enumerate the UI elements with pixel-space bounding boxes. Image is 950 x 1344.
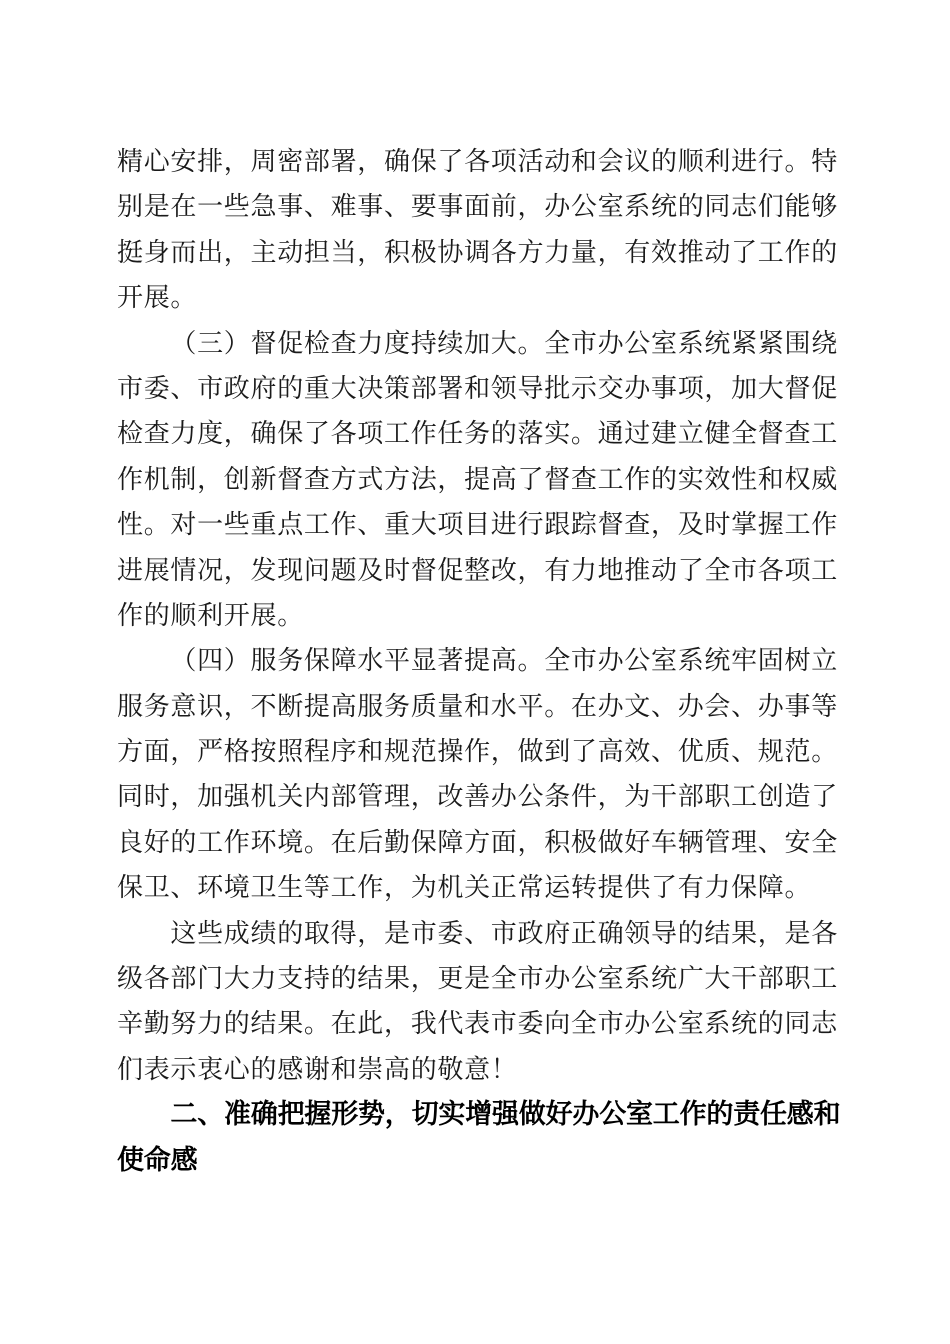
text-line: 同时，加强机关内部管理，改善办公条件，为干部职工创造了 [117, 782, 838, 812]
text-line: 二、准确把握形势，切实增强做好办公室工作的责任感和 [170, 1099, 841, 1130]
text-line: 市委、市政府的重大决策部署和领导批示交办事项，加大督促 [117, 373, 838, 403]
text-line: 保卫、环境卫生等工作，为机关正常运转提供了有力保障。 [117, 873, 812, 903]
heading-part-2-grasp-situation [117, 1092, 839, 1183]
text-block [117, 139, 839, 1183]
text-line: 开展。 [117, 283, 198, 313]
text-line: 检查力度，确保了各项工作任务的落实。通过建立健全督查工 [117, 419, 838, 449]
text-line: 作的顺利开展。 [117, 600, 304, 630]
text-line: 进展情况，发现问题及时督促整改，有力地推动了全市各项工 [117, 555, 838, 585]
text-line: （四）服务保障水平显著提高。全市办公室系统牢固树立 [170, 646, 838, 676]
para-section-4-service-level [117, 638, 839, 910]
text-line: 辛勤努力的结果。在此，我代表市委向全市办公室系统的同志 [117, 1009, 838, 1039]
text-line: 挺身而出，主动担当，积极协调各方力量，有效推动了工作的 [117, 237, 838, 267]
text-line: 使命感 [117, 1144, 198, 1175]
para-acknowledgement [117, 911, 839, 1093]
text-line: 们表示衷心的感谢和崇高的敬意！ [117, 1054, 518, 1084]
text-line: 服务意识，不断提高服务质量和水平。在办文、办会、办事等 [117, 691, 838, 721]
text-line: 精心安排，周密部署，确保了各项活动和会议的顺利进行。特 [117, 147, 838, 176]
text-line: 方面，严格按照程序和规范操作，做到了高效、优质、规范。 [117, 737, 838, 767]
text-line: 作机制，创新督查方式方法，提高了督查工作的实效性和权威 [117, 464, 838, 494]
text-line: 级各部门大力支持的结果，更是全市办公室系统广大干部职工 [117, 964, 838, 994]
text-line: 良好的工作环境。在后勤保障方面，积极做好车辆管理、安全 [117, 827, 838, 857]
para-meeting-service-continuation [117, 139, 839, 321]
text-line: （三）督促检查力度持续加大。全市办公室系统紧紧围绕 [170, 328, 838, 358]
para-section-3-supervision [117, 321, 839, 639]
text-line: 别是在一些急事、难事、要事面前，办公室系统的同志们能够 [117, 192, 838, 222]
text-line: 这些成绩的取得，是市委、市政府正确领导的结果，是各 [170, 918, 838, 948]
text-line: 性。对一些重点工作、重大项目进行跟踪督查，及时掌握工作 [117, 510, 838, 540]
